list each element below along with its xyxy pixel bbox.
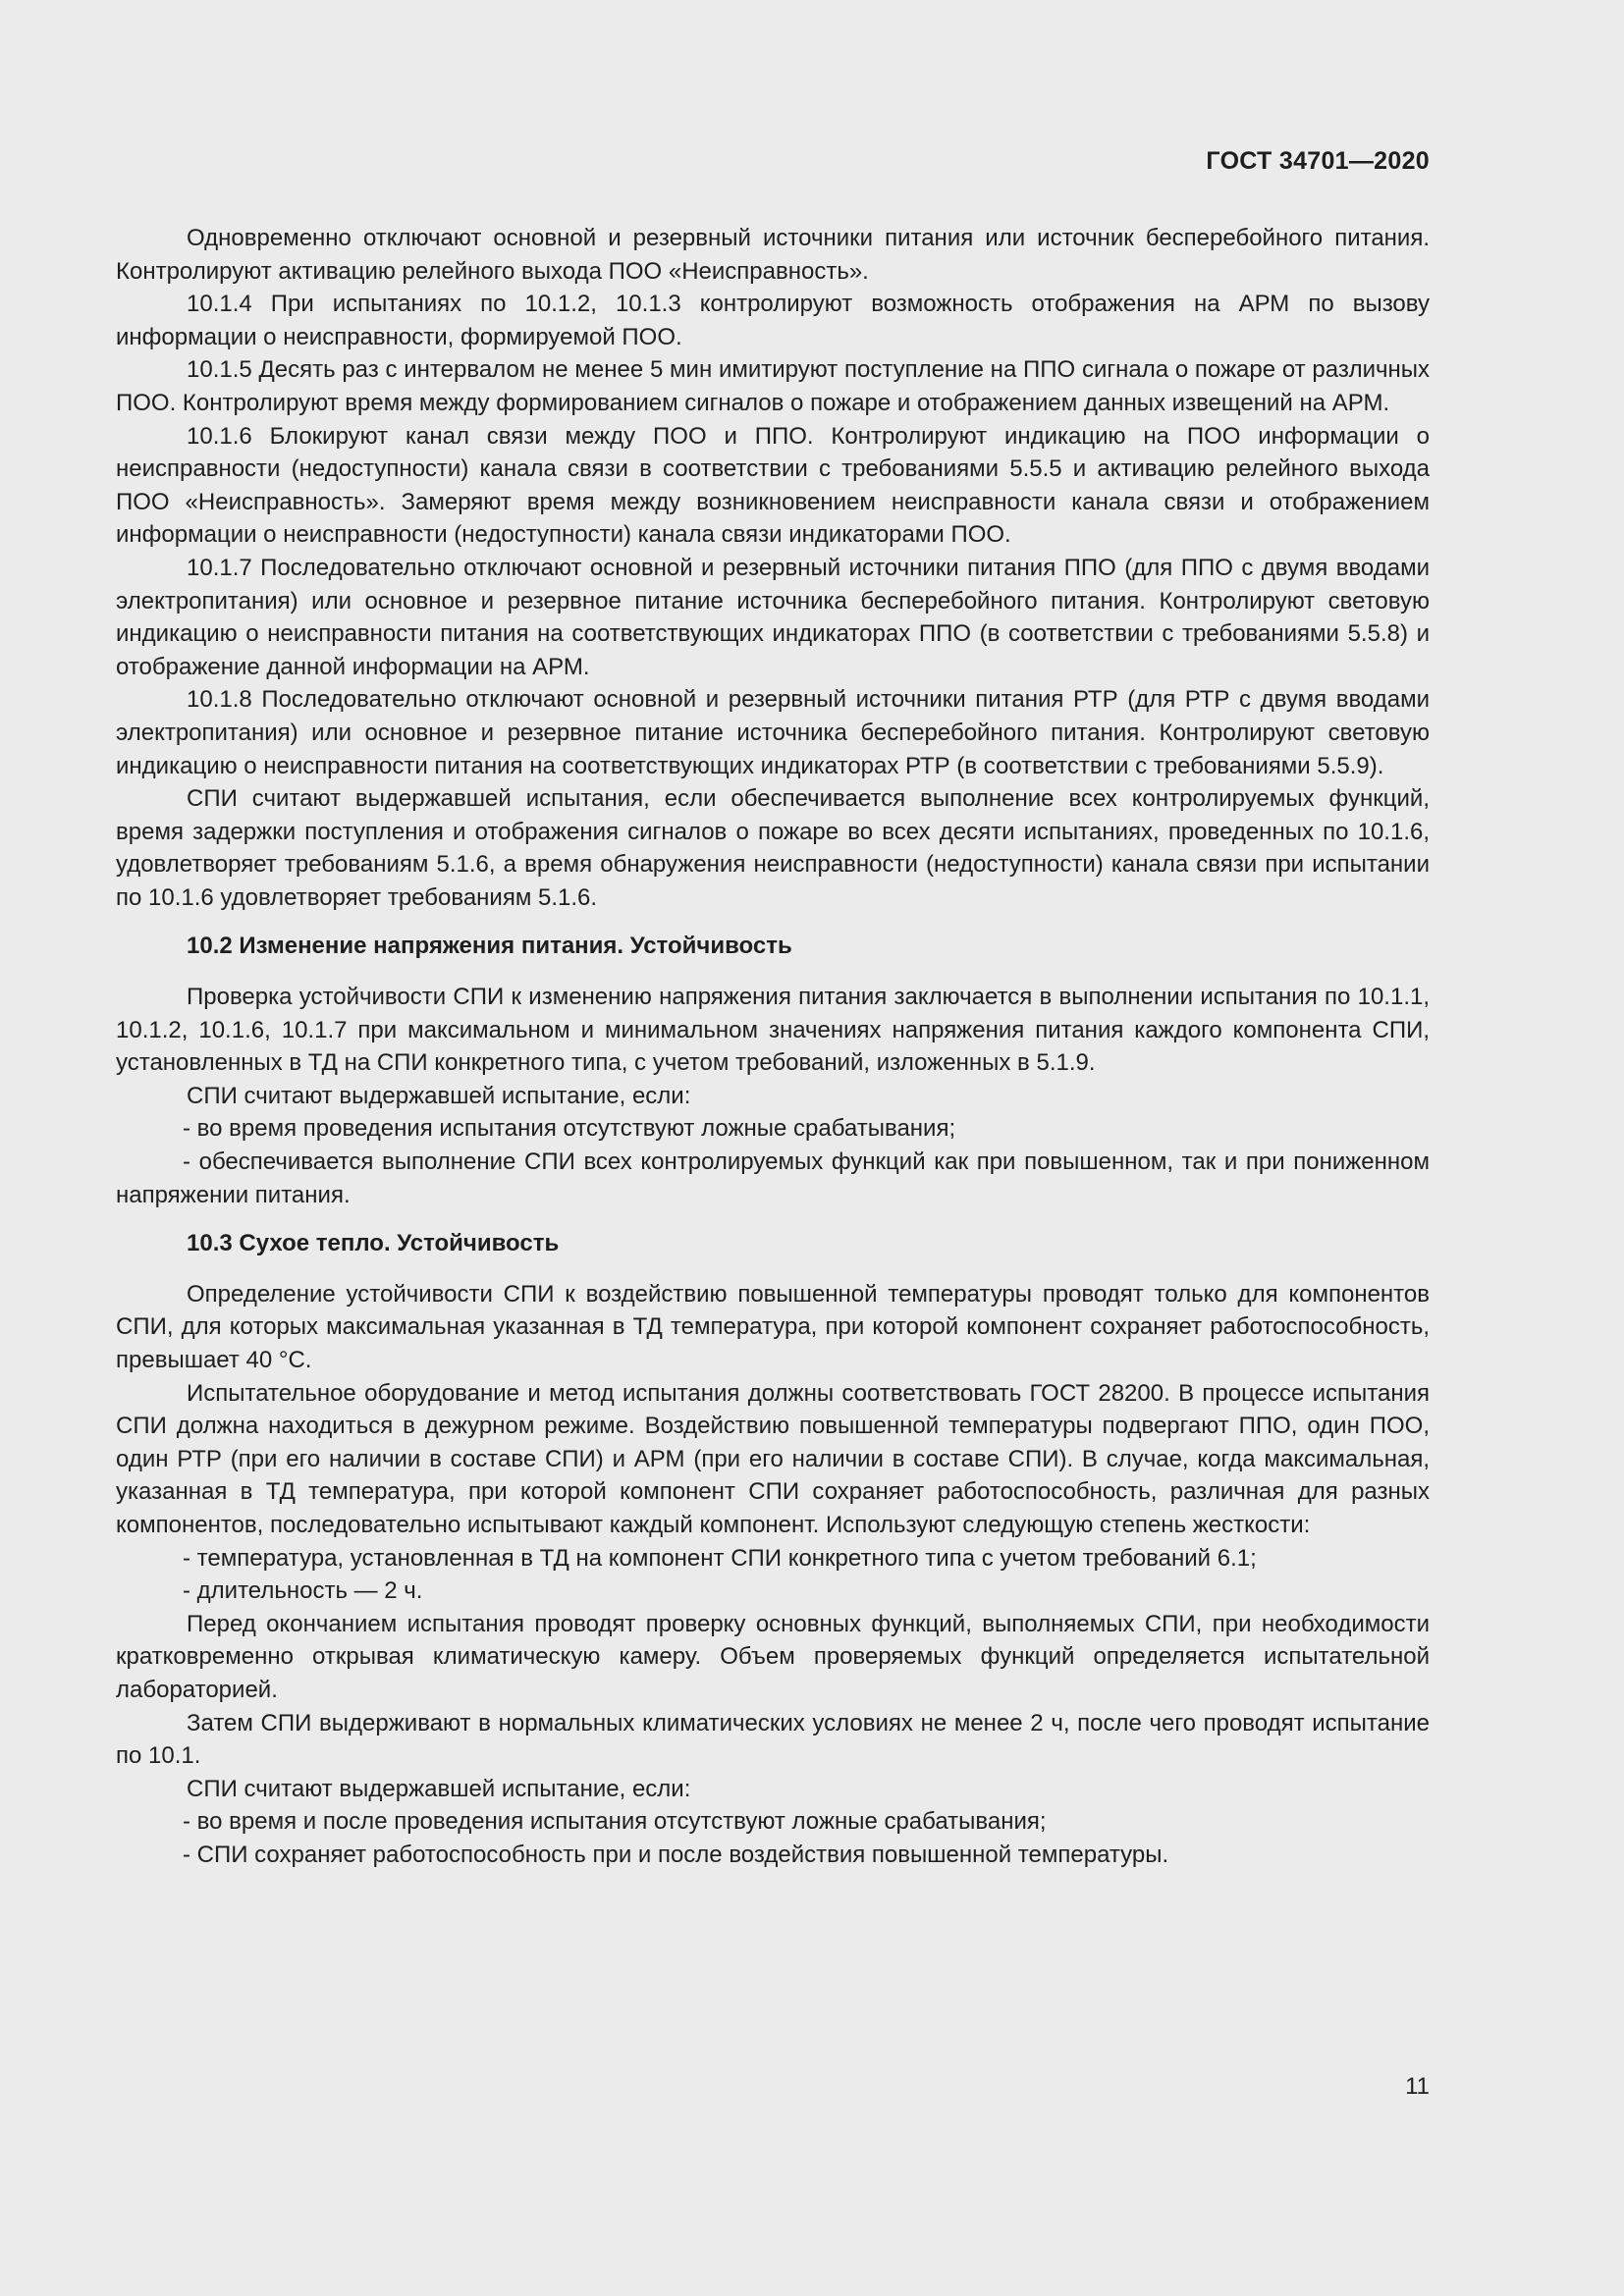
paragraph-conclusion: СПИ считают выдержавшей испытания, если обеспечивается выполнение всех контролируемых функций, время задержки поступления и отображения сигналов о пожаре во всех десяти испытаниях, проведенных по 10.1.6, удовлетворяет требованиям 5.1.6, а время обнаружения неисправности (недоступности) канала связи при испытании по 10.1.6 удовлетворяет требованиям 5.1.6. bbox=[116, 785, 1430, 911]
paragraph: Проверка устойчивости СПИ к изменению напряжения питания заключается в выполнении испытания по 10.1.1, 10.1.2, 10.1.6, 10.1.7 при максимальном и минимальном значениях напряжения питания каждого компонента СПИ, установленных в ТД на СПИ конкретного типа, с учетом требований, изложенных в 5.1.9. bbox=[116, 984, 1430, 1077]
paragraph: СПИ считают выдержавшей испытание, если: bbox=[187, 1775, 691, 1802]
paragraph: Одновременно отключают основной и резервный источники питания или источник бесперебойного питания. Контролируют активацию релейного выхода ПОО «Неисправность». bbox=[116, 225, 1430, 285]
document-body bbox=[116, 222, 1430, 1872]
paragraph: Испытательное оборудование и метод испытания должны соответствовать ГОСТ 28200. В процессе испытания СПИ должна находиться в дежурном режиме. Воздействию повышенной температуры подвергают ППО, один ПОО, один РТР (при его наличии в составе СПИ) и АРМ (при его наличии в составе СПИ). В случае, когда максимальная, указанная в ТД температура, при которой компонент СПИ сохраняет работоспособность, различная для разных компонентов, последовательно испытывают каждый компонент. Используют следующую степень жесткости: bbox=[116, 1379, 1430, 1538]
section-heading-10-2: 10.2 Изменение напряжения питания. Устойчивость bbox=[187, 933, 792, 960]
list-item: - температура, установленная в ТД на компонент СПИ конкретного типа с учетом требований 6.1; bbox=[183, 1544, 1257, 1572]
paragraph: Определение устойчивости СПИ к воздействию повышенной температуры проводят только для компонентов СПИ, для которых максимальная указанная в ТД температура, при которой компонент сохраняет работоспособность, превышает 40 °С. bbox=[116, 1280, 1430, 1373]
paragraph-10-1-6: 10.1.6 Блокируют канал связи между ПОО и ППО. Контролируют индикацию на ПОО информации о неисправности (недоступности) канала связи в соответствии с требованиями 5.5.5 и активацию релейного выхода ПОО «Неисправность». Замеряют время между возникновением неисправности канала связи и отображением информации о неисправности (недоступности) канала связи индикаторами ПОО. bbox=[116, 422, 1430, 549]
paragraph: СПИ считают выдержавшей испытание, если: bbox=[187, 1082, 691, 1109]
paragraph: Перед окончанием испытания проводят проверку основных функций, выполняемых СПИ, при необходимости кратковременно открывая климатическую камеру. Объем проверяемых функций определяется испытательной лабораторией. bbox=[116, 1610, 1430, 1703]
paragraph-10-1-8: 10.1.8 Последовательно отключают основной и резервный источники питания РТР (для РТР с двумя вводами электропитания) или основное и резервное питание источника бесперебойного питания. Контролируют световую индикацию о неисправности питания на соответствующих индикаторах РТР (в соответствии с требованиями 5.5.9). bbox=[116, 686, 1430, 779]
list-item: - длительность — 2 ч. bbox=[183, 1577, 423, 1605]
list-item: - СПИ сохраняет работоспособность при и после воздействия повышенной температуры. bbox=[183, 1841, 1169, 1868]
paragraph-10-1-4: 10.1.4 При испытаниях по 10.1.2, 10.1.3 контролируют возможность отображения на АРМ по вызову информации о неисправности, формируемой ПОО. bbox=[116, 291, 1430, 350]
list-item: - обеспечивается выполнение СПИ всех контролируемых функций как при повышенном, так и при пониженном напряжении питания. bbox=[116, 1148, 1430, 1208]
list-item: - во время проведения испытания отсутствуют ложные срабатывания; bbox=[183, 1115, 956, 1143]
paragraph-10-1-7: 10.1.7 Последовательно отключают основной и резервный источники питания ППО (для ППО с двумя вводами электропитания) или основное и резервное питание источника бесперебойного питания. Контролируют световую индикацию о неисправности питания на соответствующих индикаторах ППО (в соответствии с требованиями 5.5.8) и отображение данной информации на АРМ. bbox=[116, 554, 1430, 680]
section-heading-10-3: 10.3 Сухое тепло. Устойчивость bbox=[187, 1230, 560, 1257]
paragraph: Затем СПИ выдерживают в нормальных климатических условиях не менее 2 ч, после чего проводят испытание по 10.1. bbox=[116, 1709, 1430, 1770]
list-item: - во время и после проведения испытания отсутствуют ложные срабатывания; bbox=[183, 1808, 1047, 1836]
document-header: ГОСТ 34701—2020 bbox=[1206, 147, 1430, 175]
paragraph-10-1-5: 10.1.5 Десять раз с интервалом не менее 5 мин имитируют поступление на ППО сигнала о пожаре от различных ПОО. Контролируют время между формированием сигналов о пожаре и отображением данных извещений на АРМ. bbox=[116, 356, 1430, 416]
page-number: 11 bbox=[1405, 2073, 1430, 2100]
